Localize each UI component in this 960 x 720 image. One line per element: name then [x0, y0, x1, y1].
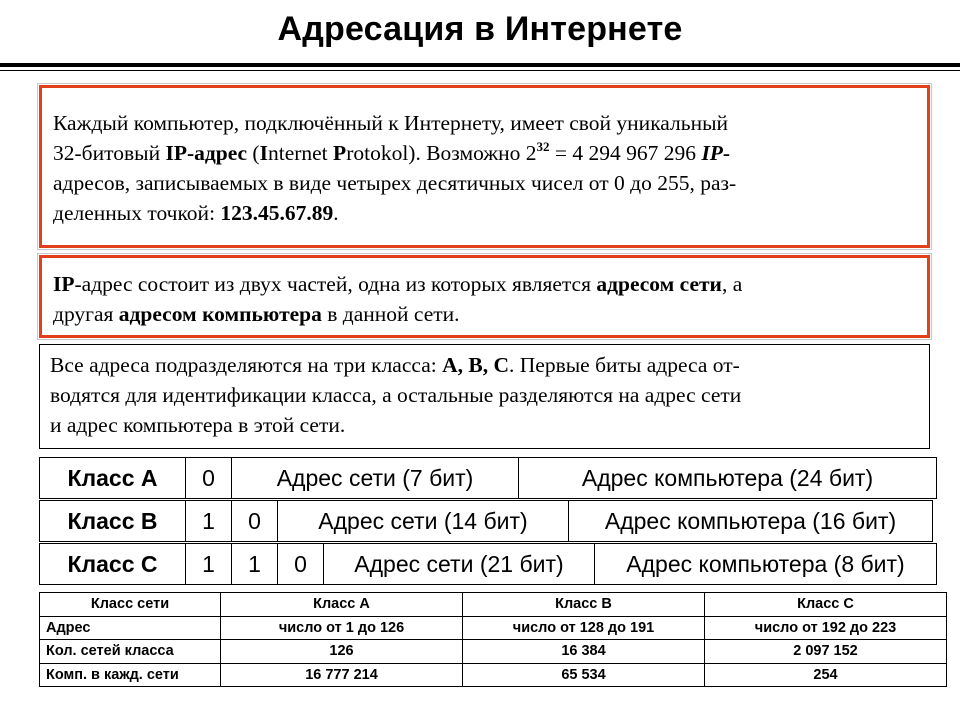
- text-line: и адрес компьютера в этой сети.: [50, 413, 346, 437]
- class-bit: 1: [232, 544, 278, 584]
- row-label: Комп. в кажд. сети: [40, 663, 221, 687]
- table-cell: число от 128 до 191: [463, 616, 705, 640]
- table-header-cell: Класс B: [463, 593, 705, 617]
- host-address-field: Адрес компьютера (8 бит): [626, 550, 905, 577]
- text-line: 32-битовый IP-адрес (Internet Protokol). Возможно $2^{32} = 4$ 294 967 296 IP-: [53, 139, 731, 165]
- example-ip: 123.45.67.89: [220, 201, 334, 225]
- table-cell: 254: [705, 663, 947, 687]
- table-cell: 126: [221, 640, 463, 664]
- text-line: адресов, записываемых в виде четырех десятичных чисел от 0 до 255, раз-: [53, 171, 737, 195]
- table-row: [40, 640, 947, 664]
- class-bit: 1: [186, 544, 232, 584]
- table-row: [40, 616, 947, 640]
- title-rule-thick: [0, 63, 960, 67]
- text-line: деленных точкой: 123.45.67.89.: [53, 201, 339, 225]
- row-label: Адрес: [40, 616, 221, 640]
- class-bit: 0: [186, 458, 232, 498]
- class-stats-table: [39, 592, 947, 687]
- class-bit: 1: [186, 501, 232, 541]
- table-cell: 65 534: [463, 663, 705, 687]
- text-line: Каждый компьютер, подключённый к Интернету, имеет свой уникальный: [53, 111, 729, 135]
- class-name: Класс A: [40, 458, 186, 498]
- table-cell: 16 384: [463, 640, 705, 664]
- host-address-field: Адрес компьютера (24 бит): [581, 464, 874, 491]
- table-cell: число от 192 до 223: [705, 616, 947, 640]
- table-cell: число от 1 до 126: [221, 616, 463, 640]
- ip-address-parts-box: [39, 255, 930, 338]
- class-a-row: [39, 457, 937, 499]
- address-classes-box: [39, 344, 930, 449]
- class-b-row: [39, 500, 933, 542]
- text-line: Все адреса подразделяются на три класса: A, B, C. Первые биты адреса от-: [50, 353, 740, 377]
- host-address-field: Адрес компьютера (16 бит): [604, 507, 897, 534]
- network-address-field: Адрес сети (14 бит): [278, 501, 569, 541]
- exponent: 32: [536, 139, 550, 154]
- table-header-cell: Класс C: [705, 593, 947, 617]
- text-line: IP-адрес состоит из двух частей, одна из которых является адресом сети, а: [53, 272, 743, 296]
- title-rule-thin: [0, 70, 960, 71]
- ip-address-definition-box: [39, 85, 930, 248]
- table-header-cell: Класс сети: [40, 593, 221, 617]
- class-name: Класс C: [40, 544, 186, 584]
- table-cell: 2 097 152: [705, 640, 947, 664]
- table-header-row: [40, 593, 947, 617]
- row-label: Кол. сетей класса: [40, 640, 221, 664]
- table-cell: 16 777 214: [221, 663, 463, 687]
- class-name: Класс B: [40, 501, 186, 541]
- table-header-cell: Класс A: [221, 593, 463, 617]
- page-title: Адресация в Интернете: [277, 10, 683, 48]
- text-line: водятся для идентификации класса, а остальные разделяются на адрес сети: [50, 383, 742, 407]
- table-row: [40, 663, 947, 687]
- class-bit: 0: [232, 501, 278, 541]
- class-bit: 0: [278, 544, 324, 584]
- class-c-row: [39, 543, 937, 585]
- network-address-field: Адрес сети (7 бит): [232, 458, 519, 498]
- text-line: другая адресом компьютера в данной сети.: [53, 302, 460, 326]
- network-address-field: Адрес сети (21 бит): [324, 544, 595, 584]
